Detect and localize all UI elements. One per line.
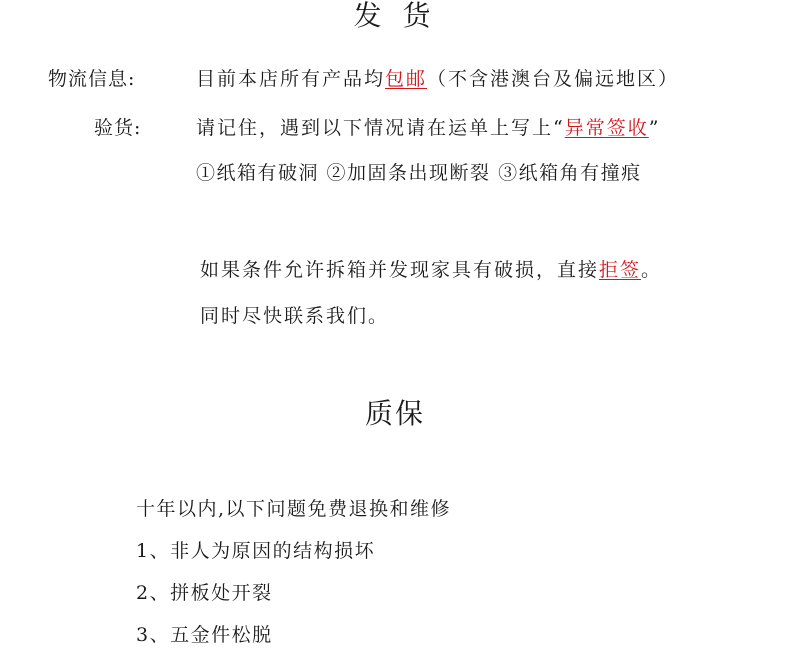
free-shipping-highlight: 包邮 [385, 68, 428, 90]
logistics-line [196, 66, 679, 92]
inspection-line [196, 115, 660, 141]
warranty-line-3: 3、五金件松脱 [136, 624, 273, 646]
warranty-line-intro: 十年以内,以下问题免费退换和维修 [136, 498, 452, 520]
warranty-line-2: 2、拼板处开裂 [136, 582, 273, 604]
contact-line: 同时尽快联系我们。 [200, 305, 390, 327]
refuse-text-after: 。 [641, 259, 663, 281]
refuse-line [200, 257, 662, 283]
abnormal-receipt-highlight: 异常签收 [564, 117, 649, 139]
refuse-highlight: 拒签 [599, 259, 642, 281]
logistics-text-after: （不含港澳台及偏远地区） [427, 68, 680, 90]
shipping-title: 发 货 [353, 0, 437, 32]
conditions-line: ①纸箱有破洞 ②加固条出现断裂 ③纸箱角有撞痕 [196, 162, 642, 184]
logistics-label: 物流信息: [48, 68, 136, 90]
refuse-text-before: 如果条件允许拆箱并发现家具有破损，直接 [200, 259, 600, 281]
inspection-label: 验货: [94, 117, 142, 139]
logistics-text-before: 目前本店所有产品均 [196, 68, 386, 90]
inspection-text-before: 请记住，遇到以下情况请在运单上写上“ [196, 117, 565, 139]
warranty-line-1: 1、非人为原因的结构损坏 [136, 540, 376, 562]
inspection-text-after: ” [648, 117, 661, 139]
warranty-title: 质保 [364, 397, 425, 430]
